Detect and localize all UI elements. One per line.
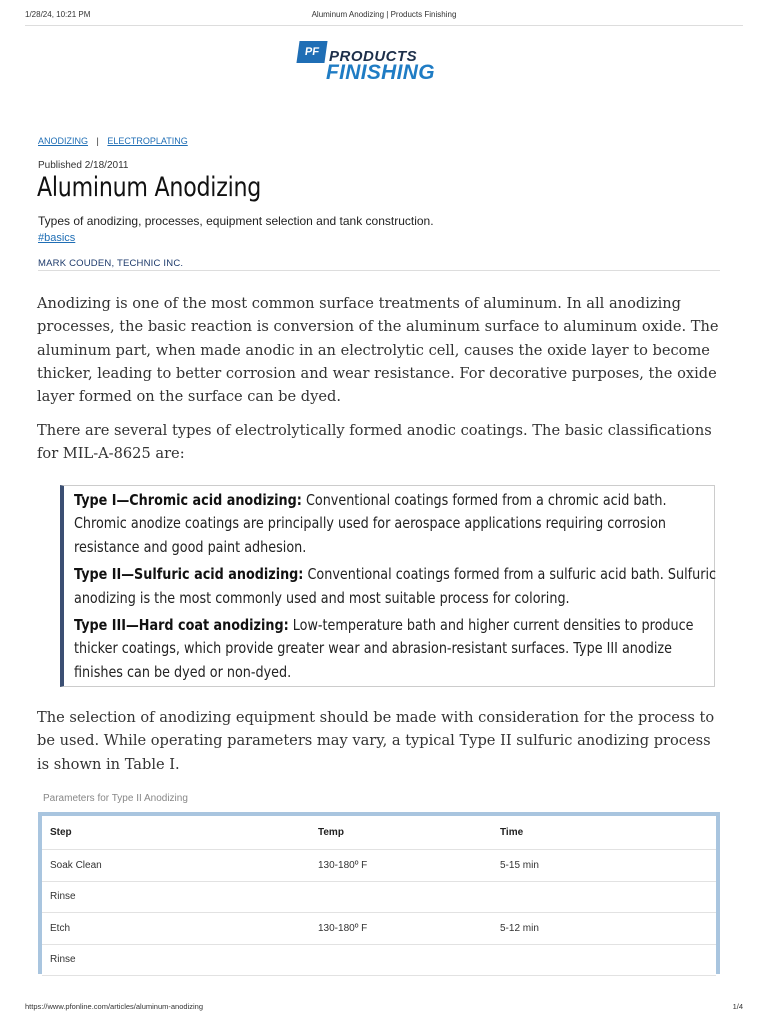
cell-time: 5-15 min	[492, 850, 716, 882]
table-caption: Parameters for Type II Anodizing	[43, 793, 188, 804]
category-separator: |	[96, 136, 99, 146]
cell-step: Etch	[42, 913, 310, 945]
type-label: Type II—Sulfuric acid anodizing:	[74, 565, 304, 584]
cell-step: Rinse	[42, 944, 310, 976]
table-row	[42, 881, 716, 913]
column-header-step: Step	[42, 816, 310, 850]
logo-line1: PRODUCTS	[329, 48, 418, 65]
table-row	[42, 944, 716, 976]
cell-temp	[310, 944, 492, 976]
type-description: Conventional coatings formed from a chromic acid bath. Chromic anodize coatings are principally used for aerospace applications requiring corrosion resistance and good paint adhesion.	[74, 491, 667, 556]
table-row	[42, 913, 716, 945]
print-url: https://www.pfonline.com/articles/aluminum-anodizing	[25, 1002, 203, 1011]
cell-temp	[310, 881, 492, 913]
cell-time: 5-12 min	[492, 913, 716, 945]
type-description: Conventional coatings formed from a sulfuric acid bath. Sulfuric anodizing is the most commonly used and most suitable process for coloring.	[74, 565, 717, 607]
print-datetime: 1/28/24, 10:21 PM	[25, 10, 91, 19]
cell-step: Rinse	[42, 881, 310, 913]
table-row	[42, 850, 716, 882]
type-label: Type I—Chromic acid anodizing:	[74, 491, 302, 509]
author-divider	[38, 270, 720, 271]
type-item	[74, 489, 717, 559]
category-link-electroplating[interactable]: ELECTROPLATING	[107, 136, 188, 146]
type-label: Type III—Hard coat anodizing:	[74, 616, 289, 635]
tag-link-basics[interactable]: #basics	[38, 232, 76, 244]
article-title: Aluminum Anodizing	[37, 172, 262, 203]
cell-step: Soak Clean	[42, 850, 310, 882]
type-description: Low-temperature bath and higher current densities to produce thicker coatings, which provide greater wear and abrasion-resistant surfaces. Type III anodize finishes can be dyed or non-dyed.	[74, 616, 694, 681]
body-paragraph-3: The selection of anodizing equipment should be made with consideration for the process to be used. While operating parameters may vary, a typical Type II sulfuric anodizing process is shown in Table I.	[37, 709, 715, 773]
body-paragraph-2: There are several types of electrolytically formed anodic coatings. The basic classifications for MIL-A-8625 are:	[37, 422, 712, 463]
cell-temp: 130-180º F	[310, 913, 492, 945]
site-logo[interactable]	[296, 40, 476, 84]
anodizing-types-blockquote	[60, 485, 715, 687]
logo-line2: FINISHING	[326, 61, 435, 84]
article-author[interactable]: MARK COUDEN, TECHNIC INC.	[38, 258, 184, 269]
column-header-time: Time	[492, 816, 716, 850]
logo-badge: PF	[296, 41, 327, 63]
header-divider	[25, 25, 743, 26]
cell-temp: 130-180º F	[310, 850, 492, 882]
cell-time	[492, 944, 716, 976]
column-header-temp: Temp	[310, 816, 492, 850]
print-page-title: Aluminum Anodizing | Products Finishing	[311, 10, 457, 19]
type-item	[74, 614, 717, 684]
parameters-table-container	[38, 812, 720, 974]
parameters-table	[42, 816, 716, 976]
category-link-anodizing[interactable]: ANODIZING	[38, 136, 89, 146]
page-number: 1/4	[732, 1002, 743, 1011]
cell-time	[492, 881, 716, 913]
article-subtitle: Types of anodizing, processes, equipment selection and tank construction.	[38, 214, 434, 228]
body-paragraph-1: Anodizing is one of the most common surface treatments of aluminum. In all anodizing processes, the basic reaction is conversion of the aluminum surface to aluminum oxide. The aluminum part, when made anodic in an electrolytic cell, causes the oxide layer to become thicker, leading to better corrosion and wear resistance. For decorative purposes, the oxide layer formed on the surface can be dyed.	[37, 295, 719, 406]
category-links	[38, 136, 188, 146]
table-header-row	[42, 816, 716, 850]
type-item	[74, 563, 717, 610]
published-date: Published 2/18/2011	[38, 160, 129, 171]
